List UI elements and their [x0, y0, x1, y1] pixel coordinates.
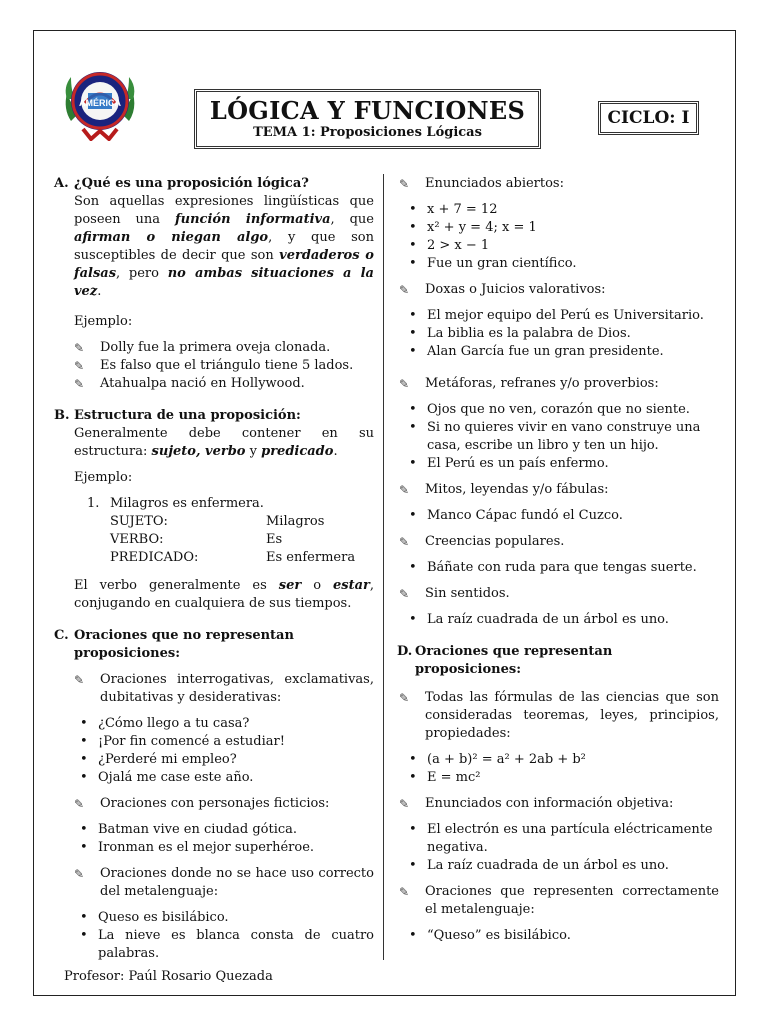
item-text: Oraciones con personajes ficticios: [100, 796, 330, 811]
item-text: Mitos, leyendas y/o fábulas: [425, 482, 609, 497]
document-page [33, 30, 736, 996]
group-heading [399, 585, 719, 603]
item-text: Enunciados con información objetiva: [425, 796, 674, 811]
section-a-heading [54, 175, 374, 193]
bullet-icon: • [409, 612, 417, 627]
item-number: 1. [87, 496, 100, 511]
bullet-icon: • [80, 928, 88, 943]
bullet-icon: • [409, 238, 417, 253]
bullet-icon: • [409, 420, 417, 435]
bullet-list [399, 201, 719, 273]
row-key: VERBO: [110, 532, 164, 547]
row-value: Es enfermera [266, 550, 356, 565]
arrow-icon: ✎ [399, 797, 410, 811]
bullet-list [399, 401, 719, 473]
item-text: (a + b)² = a² + 2ab + b² [427, 752, 586, 767]
item-text: E = mc² [427, 770, 481, 785]
item-text: Metáforas, refranes y/o proverbios: [425, 376, 659, 391]
arrow-icon: ✎ [74, 377, 85, 391]
page-title: LÓGICA Y FUNCIONES [209, 96, 526, 125]
bullet-icon: • [80, 840, 88, 855]
school-logo [61, 69, 139, 141]
bullet-icon: • [409, 770, 417, 785]
arrow-icon: ✎ [74, 341, 85, 355]
arrow-icon: ✎ [74, 359, 85, 373]
bullet-list [54, 909, 374, 963]
group-heading [54, 671, 374, 707]
item-text: Ojalá me case este año. [98, 770, 254, 785]
logo-text: AMÉRICA [79, 98, 121, 108]
list-item [54, 339, 374, 357]
text: , que [330, 212, 374, 227]
list-item [54, 357, 374, 375]
item-text: La raíz cuadrada de un árbol es uno. [427, 858, 669, 873]
list-item [54, 375, 374, 393]
example-label: Ejemplo: [74, 314, 133, 329]
item-text: ¡Por fin comencé a estudiar! [98, 734, 285, 749]
bullet-icon: • [409, 456, 417, 471]
arrow-icon: ✎ [399, 885, 410, 899]
bullet-list [399, 611, 719, 629]
item-text: La raíz cuadrada de un árbol es uno. [427, 612, 669, 627]
example-label: Ejemplo: [74, 470, 133, 485]
list-item [399, 325, 719, 343]
emphasis: sujeto, verbo [151, 444, 246, 459]
text: , y que son susceptibles de decir que son [74, 230, 374, 263]
bullet-icon: • [80, 752, 88, 767]
list-item [54, 733, 374, 751]
item-text: Manco Cápac fundó el Cuzco. [427, 508, 623, 523]
group-heading [399, 795, 719, 813]
section-c-heading [54, 627, 374, 663]
text: Generalmente debe contener en su estructura: [74, 426, 374, 459]
section-b-paragraph [54, 425, 374, 461]
emphasis: ser [278, 578, 302, 593]
list-item [399, 343, 719, 361]
bullet-icon: • [409, 508, 417, 523]
item-text: Es falso que el triángulo tiene 5 lados. [100, 358, 354, 373]
group-heading [399, 689, 719, 743]
bullet-list [399, 559, 719, 577]
bullet-icon: • [409, 752, 417, 767]
bullet-icon: • [80, 734, 88, 749]
row-value: Milagros [266, 514, 325, 529]
list-item [54, 821, 374, 839]
text: . [333, 444, 338, 459]
text: El verbo generalmente es [74, 578, 267, 593]
item-text: x + 7 = 12 [427, 202, 498, 217]
row-key: PREDICADO: [110, 550, 199, 565]
numbered-item [54, 495, 374, 513]
list-item [54, 751, 374, 769]
arrow-icon: ✎ [399, 535, 410, 549]
bullet-list [399, 751, 719, 787]
item-text: La nieve es blanca consta de cuatro palabras. [98, 928, 374, 961]
bullet-list [399, 927, 719, 945]
list-item [399, 455, 719, 473]
bullet-icon: • [409, 220, 417, 235]
list-item [399, 769, 719, 787]
group-heading [399, 883, 719, 919]
item-text: x² + y = 4; x = 1 [427, 220, 537, 235]
emphasis: estar [333, 578, 370, 593]
item-text: Oraciones que representen correctamente el metalenguaje: [425, 884, 719, 917]
item-text: Alan García fue un gran presidente. [427, 344, 664, 359]
page-subtitle: TEMA 1: Proposiciones Lógicas [253, 125, 482, 140]
list-item [399, 255, 719, 273]
item-text: Dolly fue la primera oveja clonada. [100, 340, 331, 355]
item-text: Ironman es el mejor superhéroe. [98, 840, 315, 855]
section-title: Oraciones que representan proposiciones: [415, 644, 613, 677]
arrow-icon: ✎ [399, 587, 410, 601]
right-column [399, 175, 719, 945]
item-text: Milagros es enfermera. [110, 496, 264, 511]
group-heading [399, 481, 719, 499]
structure-row [54, 549, 374, 567]
item-text: “Queso” es bisilábico. [427, 928, 571, 943]
list-item [399, 201, 719, 219]
item-text: Queso es bisilábico. [98, 910, 229, 925]
item-text: Todas las fórmulas de las ciencias que son consideradas teoremas, leyes, principios, propiedades: [425, 690, 719, 741]
bullet-icon: • [409, 308, 417, 323]
group-heading [399, 281, 719, 299]
structure-row [54, 513, 374, 531]
row-key: SUJETO: [110, 514, 168, 529]
arrow-icon: ✎ [399, 377, 410, 391]
emphasis: afirman o niegan algo [74, 230, 269, 245]
list-item [54, 839, 374, 857]
arrow-icon: ✎ [74, 673, 85, 687]
bullet-list [54, 821, 374, 857]
bullet-list [399, 507, 719, 525]
bullet-icon: • [80, 822, 88, 837]
item-text: Atahualpa nació en Hollywood. [100, 376, 305, 391]
bullet-icon: • [409, 202, 417, 217]
item-text: 2 > x − 1 [427, 238, 490, 253]
arrow-icon: ✎ [399, 283, 410, 297]
section-title: Estructura de una proposición: [74, 408, 301, 423]
list-item [399, 751, 719, 769]
item-text: La biblia es la palabra de Dios. [427, 326, 631, 341]
section-b-heading [54, 407, 374, 425]
bullet-icon: • [409, 344, 417, 359]
section-letter: C. [54, 628, 69, 643]
text: , conjugando en cualquiera de sus tiempos. [74, 578, 375, 611]
list-item [399, 401, 719, 419]
list-item [399, 507, 719, 525]
bullet-icon: • [409, 402, 417, 417]
text: o [313, 578, 322, 593]
arrow-icon: ✎ [399, 483, 410, 497]
list-item [399, 559, 719, 577]
row-value: Es [266, 532, 283, 547]
emphasis: no ambas situaciones a la vez [74, 266, 374, 299]
item-text: El mejor equipo del Perú es Universitario. [427, 308, 704, 323]
bullet-icon: • [409, 256, 417, 271]
item-text: ¿Perderé mi empleo? [98, 752, 237, 767]
list-item [399, 927, 719, 945]
list-item [399, 419, 719, 455]
item-text: Ojos que no ven, corazón que no siente. [427, 402, 690, 417]
item-text: Enunciados abiertos: [425, 176, 564, 191]
section-d-heading [397, 643, 719, 679]
item-text: Oraciones donde no se hace uso correcto del metalenguaje: [100, 866, 374, 899]
bullet-icon: • [80, 716, 88, 731]
bullet-icon: • [409, 560, 417, 575]
arrow-icon: ✎ [74, 867, 85, 881]
left-column [54, 175, 374, 963]
group-heading [54, 865, 374, 901]
group-heading [54, 795, 374, 813]
list-item [54, 769, 374, 787]
list-item [54, 927, 374, 963]
group-heading [399, 375, 719, 393]
list-item [54, 715, 374, 733]
arrow-icon: ✎ [399, 691, 410, 705]
professor-footer: Profesor: Paúl Rosario Quezada [64, 969, 273, 984]
arrow-icon: ✎ [399, 177, 410, 191]
section-title: Oraciones que no representan proposiciones: [74, 628, 294, 661]
bullet-icon: • [409, 858, 417, 873]
section-title: ¿Qué es una proposición lógica? [74, 176, 309, 191]
structure-row [54, 531, 374, 549]
emphasis: verdaderos o falsas [74, 248, 374, 281]
title-box [194, 89, 541, 149]
bullet-icon: • [80, 910, 88, 925]
item-text: Báñate con ruda para que tengas suerte. [427, 560, 697, 575]
item-text: Fue un gran científico. [427, 256, 577, 271]
item-text: El electrón es una partícula eléctricamente negativa. [427, 822, 713, 855]
list-item [399, 821, 719, 857]
verb-note [54, 577, 374, 613]
text: Son aquellas expresiones lingüísticas que poseen una [74, 194, 374, 227]
section-letter: A. [54, 176, 69, 191]
list-item [399, 219, 719, 237]
text: y [249, 444, 257, 459]
item-text: Sin sentidos. [425, 586, 510, 601]
emphasis: función informativa [175, 212, 331, 227]
group-heading [399, 533, 719, 551]
item-text: Si no quieres vivir en vano construye una casa, escribe un libro y ten un hijo. [427, 420, 701, 453]
item-text: Creencias populares. [425, 534, 565, 549]
bullet-icon: • [409, 326, 417, 341]
section-letter: B. [54, 408, 70, 423]
bullet-list [54, 715, 374, 787]
cycle-badge: CICLO: I [598, 101, 699, 135]
column-divider [383, 174, 384, 960]
list-item [399, 307, 719, 325]
item-text: ¿Cómo llego a tu casa? [98, 716, 250, 731]
item-text: Doxas o Juicios valorativos: [425, 282, 606, 297]
bullet-list [399, 821, 719, 875]
bullet-list [399, 307, 719, 361]
section-letter: D. [397, 644, 413, 659]
list-item [54, 909, 374, 927]
list-item [399, 237, 719, 255]
bullet-icon: • [80, 770, 88, 785]
arrow-icon: ✎ [74, 797, 85, 811]
list-item [399, 611, 719, 629]
list-item [399, 857, 719, 875]
text: . [97, 284, 102, 299]
item-text: Oraciones interrogativas, exclamativas, dubitativas y desiderativas: [100, 672, 374, 705]
text: , pero [116, 266, 159, 281]
bullet-icon: • [409, 822, 417, 837]
item-text: El Perú es un país enfermo. [427, 456, 609, 471]
bullet-icon: • [409, 928, 417, 943]
item-text: Batman vive en ciudad gótica. [98, 822, 298, 837]
group-heading [399, 175, 719, 193]
emphasis: predicado [261, 444, 334, 459]
section-a-paragraph [54, 193, 374, 301]
